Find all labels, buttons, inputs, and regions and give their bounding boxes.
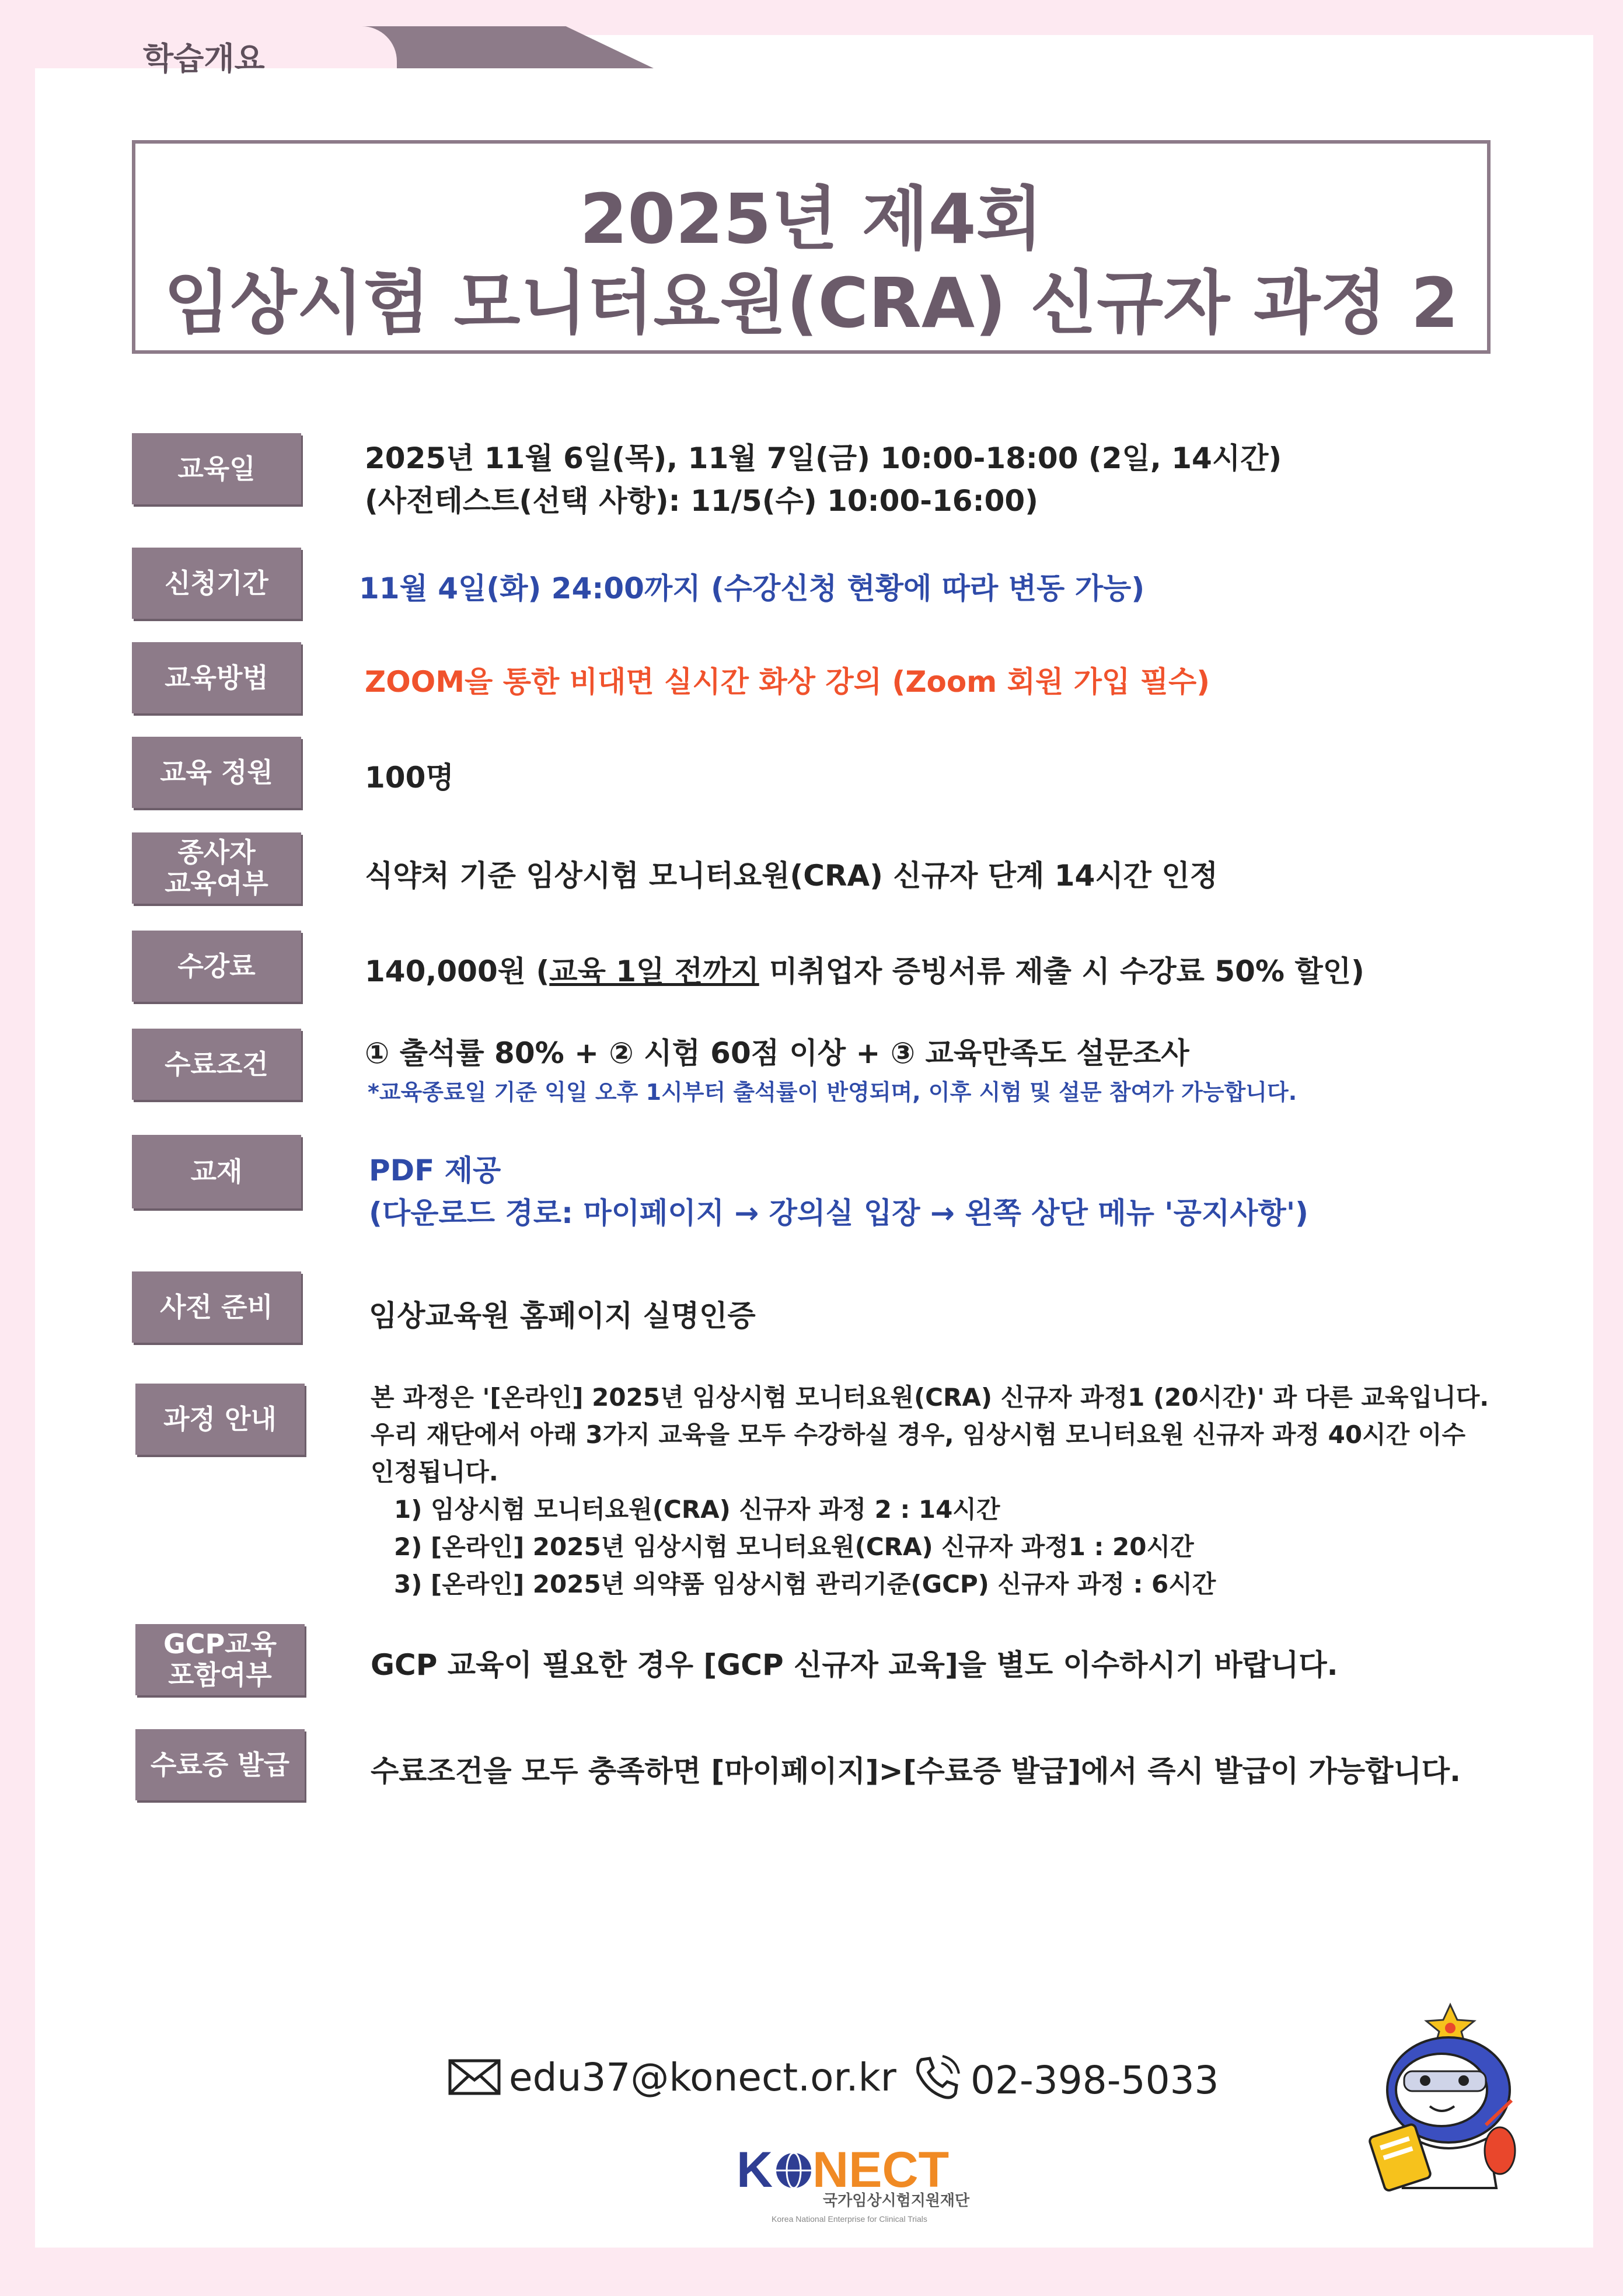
title-line1: 2025년 제4회 (580, 179, 1043, 259)
course-info-text (371, 1379, 1538, 1603)
label-gcp-line2: 포함여부 (168, 1659, 272, 1691)
course-line2: 우리 재단에서 아래 3가지 교육을 모두 수강하실 경우, 임상시험 모니터요원 신규자 과정 40시간 이수 (371, 1420, 1466, 1449)
course-item2: 2) [온라인] 2025년 임상시험 모니터요원(CRA) 신규자 과정1 : 20시간 (394, 1532, 1194, 1561)
title-line2: 임상시험 모니터요원(CRA) 신규자 과정 2 (163, 263, 1459, 343)
contact-email-text: edu37@konect.or.kr (509, 2055, 896, 2100)
label-worker-edu (132, 832, 301, 904)
fee-value-b: 미취업자 증빙서류 제출 시 수강료 50% 할인) (759, 954, 1364, 988)
label-prep: 사전 준비 (132, 1271, 301, 1343)
konect-logo-image (737, 2141, 970, 2229)
completion-value: ① 출석률 80% + ② 시험 60점 이상 + ③ 교육만족도 설문조사 (365, 1036, 1189, 1070)
mascot-character-icon (1371, 2002, 1529, 2195)
label-certificate: 수료증 발급 (135, 1729, 305, 1800)
title-box (132, 140, 1491, 354)
course-line3: 인정됩니다. (371, 1458, 498, 1486)
envelope-icon (448, 2059, 501, 2095)
certificate-value: 수료조건을 모두 충족하면 [마이페이지]>[수료증 발급]에서 즉시 발급이 가능합니다. (371, 1754, 1461, 1788)
apply-period-value: 11월 4일(화) 24:00까지 (수강신청 현황에 따라 변동 가능) (359, 572, 1145, 605)
phone-icon (913, 2055, 960, 2102)
contact-phone (913, 2055, 1219, 2103)
edu-date-line2: (사전테스트(선택 사항): 11/5(수) 10:00-16:00) (365, 484, 1039, 518)
fee-value-underline: 교육 1일 전까지 (549, 954, 759, 988)
label-method: 교육방법 (132, 642, 301, 713)
svg-text:NECT: NECT (812, 2142, 950, 2198)
konect-logo (737, 2141, 970, 2229)
edu-date-line1: 2025년 11월 6일(목), 11월 7일(금) 10:00-18:00 (2일, 14시간) (365, 441, 1282, 475)
label-fee: 수강료 (132, 931, 301, 1002)
textbook-line2: (다운로드 경로: 마이페이지 → 강의실 입장 → 왼쪽 상단 메뉴 '공지사항') (369, 1196, 1308, 1230)
fee-value (365, 948, 1364, 990)
label-worker-line2: 교육여부 (165, 867, 268, 899)
label-completion: 수료조건 (132, 1029, 301, 1100)
mascot-illustration (1371, 2002, 1529, 2195)
prep-value: 임상교육원 홈페이지 실명인증 (369, 1299, 756, 1333)
contact-phone-text: 02-398-5033 (971, 2058, 1219, 2103)
header-tab-label: 학습개요 (143, 40, 265, 77)
label-edu-date: 교육일 (132, 433, 301, 504)
method-value: ZOOM을 통한 비대면 실시간 화상 강의 (Zoom 회원 가입 필수) (365, 665, 1210, 699)
label-worker-line1: 종사자 (177, 837, 256, 869)
fee-value-a: 140,000원 ( (365, 954, 550, 988)
contact-email (448, 2055, 896, 2100)
svg-text:Korea National Enterprise for: Korea National Enterprise for Clinical Trials (772, 2214, 927, 2224)
label-textbook: 교재 (132, 1135, 301, 1208)
label-gcp (135, 1624, 305, 1695)
course-item3: 3) [온라인] 2025년 의약품 임상시험 관리기준(GCP) 신규자 과정 : 6시간 (394, 1570, 1216, 1598)
course-line1: 본 과정은 '[온라인] 2025년 임상시험 모니터요원(CRA) 신규자 과정1 (20시간)' 과 다른 교육입니다. (371, 1383, 1489, 1412)
label-gcp-line1: GCP교육 (163, 1628, 277, 1660)
textbook-line1: PDF 제공 (369, 1154, 501, 1187)
worker-edu-value: 식약처 기준 임상시험 모니터요원(CRA) 신규자 단계 14시간 인정 (365, 859, 1218, 893)
svg-text:K: K (737, 2142, 773, 2198)
course-item1: 1) 임상시험 모니터요원(CRA) 신규자 과정 2 : 14시간 (394, 1495, 1000, 1524)
gcp-value: GCP 교육이 필요한 경우 [GCP 신규자 교육]을 별도 이수하시기 바랍니다. (371, 1648, 1338, 1682)
label-course-info: 과정 안내 (135, 1384, 305, 1455)
label-capacity: 교육 정원 (132, 737, 301, 808)
svg-text:국가임상시험지원재단: 국가임상시험지원재단 (823, 2192, 970, 2210)
label-apply-period: 신청기간 (132, 548, 301, 619)
completion-note: *교육종료일 기준 익일 오후 1시부터 출석률이 반영되며, 이후 시험 및 설문 참여가 가능합니다. (368, 1079, 1297, 1105)
capacity-value: 100명 (365, 761, 454, 795)
